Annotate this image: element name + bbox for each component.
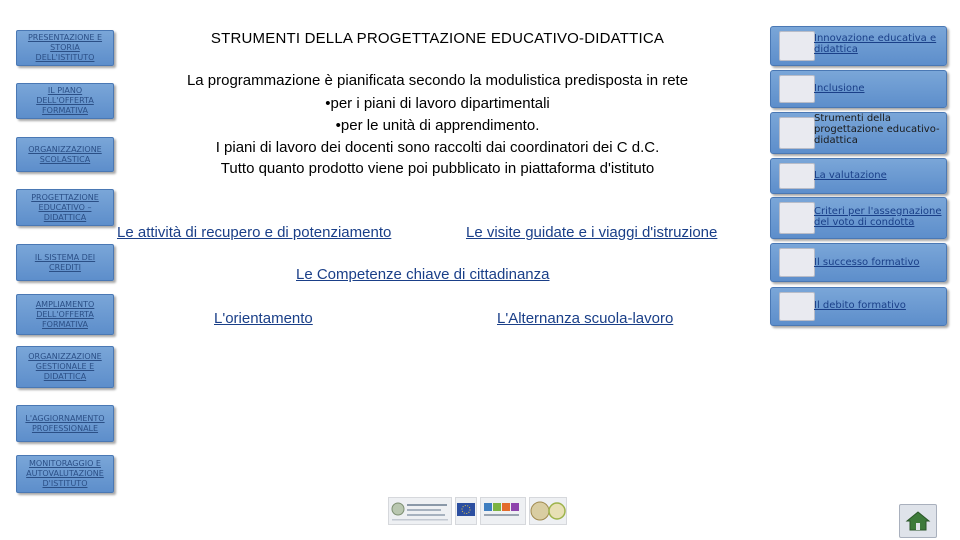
body-text-line: La programmazione è pianificata secondo la modulistica predisposta in rete	[186, 72, 689, 89]
thumbnail-placeholder	[779, 248, 815, 277]
nav-label: Criteri per l'assegnazione del voto di condotta	[814, 206, 942, 228]
school-logo	[480, 497, 526, 525]
eu-flag-logo	[455, 497, 477, 525]
body-text-line: •per le unità di apprendimento.	[335, 117, 540, 134]
home-icon	[905, 510, 931, 532]
body-text-line: •per i piani di lavoro dipartimentali	[325, 95, 550, 112]
nav-label: IL PIANO DELL'OFFERTA FORMATIVA	[36, 86, 94, 115]
nav-crediti-button[interactable]	[16, 244, 114, 281]
nav-label: Il successo formativo	[814, 257, 920, 268]
thumbnail-placeholder	[779, 163, 815, 189]
nav-valutazione-button[interactable]	[770, 158, 947, 194]
nav-progettazione-button[interactable]	[16, 189, 114, 226]
nav-label: IL SISTEMA DEI CREDITI	[34, 252, 96, 272]
nav-organizzazione-button[interactable]	[16, 137, 114, 172]
body-text-line: I piani di lavoro dei docenti sono raccolti dai coordinatori dei C d.C.	[215, 139, 660, 156]
page-title: STRUMENTI DELLA PROGETTAZIONE EDUCATIVO-DIDATTICA	[210, 30, 665, 47]
nav-label: ORGANIZZAZIONE GESTIONALE E DIDATTICA	[28, 352, 102, 381]
link-visite-guidate[interactable]: Le visite guidate e i viaggi d'istruzione	[466, 224, 718, 241]
nav-label: Inclusione	[814, 83, 865, 94]
thumbnail-placeholder	[779, 31, 815, 61]
nav-label: PROGETTAZIONE EDUCATIVO – DIDATTICA	[31, 192, 99, 222]
nav-label: ORGANIZZAZIONE SCOLASTICA	[28, 144, 102, 164]
nav-presentazione-button[interactable]	[16, 30, 114, 66]
nav-criteri-condotta-button[interactable]	[770, 197, 947, 239]
nav-label: Il debito formativo	[814, 300, 906, 311]
nav-inclusione-button[interactable]	[770, 70, 947, 108]
link-competenze-chiave[interactable]: Le Competenze chiave di cittadinanza	[296, 266, 550, 283]
nav-label: MONITORAGGIO E AUTOVALUTAZIONE D'ISTITUTO	[26, 459, 104, 488]
ministry-logo	[388, 497, 452, 525]
thumbnail-placeholder	[779, 202, 815, 234]
body-text-line: Tutto quanto prodotto viene poi pubblicato in piattaforma d'istituto	[220, 160, 655, 177]
nav-monitoraggio-button[interactable]	[16, 455, 114, 493]
link-alternanza[interactable]: L'Alternanza scuola-lavoro	[497, 310, 674, 327]
nav-gestionale-button[interactable]	[16, 346, 114, 388]
link-orientamento[interactable]: L'orientamento	[214, 310, 313, 327]
nav-label: Innovazione educativa e didattica	[814, 33, 937, 55]
nav-piano-offerta-button[interactable]	[16, 83, 114, 119]
logos-caption-strip	[388, 525, 558, 535]
thumbnail-placeholder	[779, 117, 815, 149]
nav-strumenti-button[interactable]	[770, 112, 947, 154]
nav-label: AMPLIAMENTO DELL'OFFERTA FORMATIVA	[35, 299, 95, 329]
nav-label: L'AGGIORNAMENTO PROFESSIONALE	[25, 413, 105, 433]
nav-successo-formativo-button[interactable]	[770, 243, 947, 282]
nav-aggiornamento-button[interactable]	[16, 405, 114, 442]
footer-logos	[388, 497, 558, 525]
seal-logo	[529, 497, 567, 525]
thumbnail-placeholder	[779, 292, 815, 321]
thumbnail-placeholder	[779, 75, 815, 103]
nav-innovazione-button[interactable]	[770, 26, 947, 66]
nav-label: La valutazione	[814, 170, 887, 181]
home-button[interactable]	[899, 504, 937, 538]
nav-label: Strumenti della progettazione educativo-didattica	[814, 113, 940, 146]
nav-ampliamento-button[interactable]	[16, 294, 114, 335]
link-attivita-recupero[interactable]: Le attività di recupero e di potenziamento	[117, 224, 392, 241]
nav-debito-formativo-button[interactable]	[770, 287, 947, 326]
nav-label: PRESENTAZIONE E STORIA DELL'ISTITUTO	[27, 33, 103, 62]
